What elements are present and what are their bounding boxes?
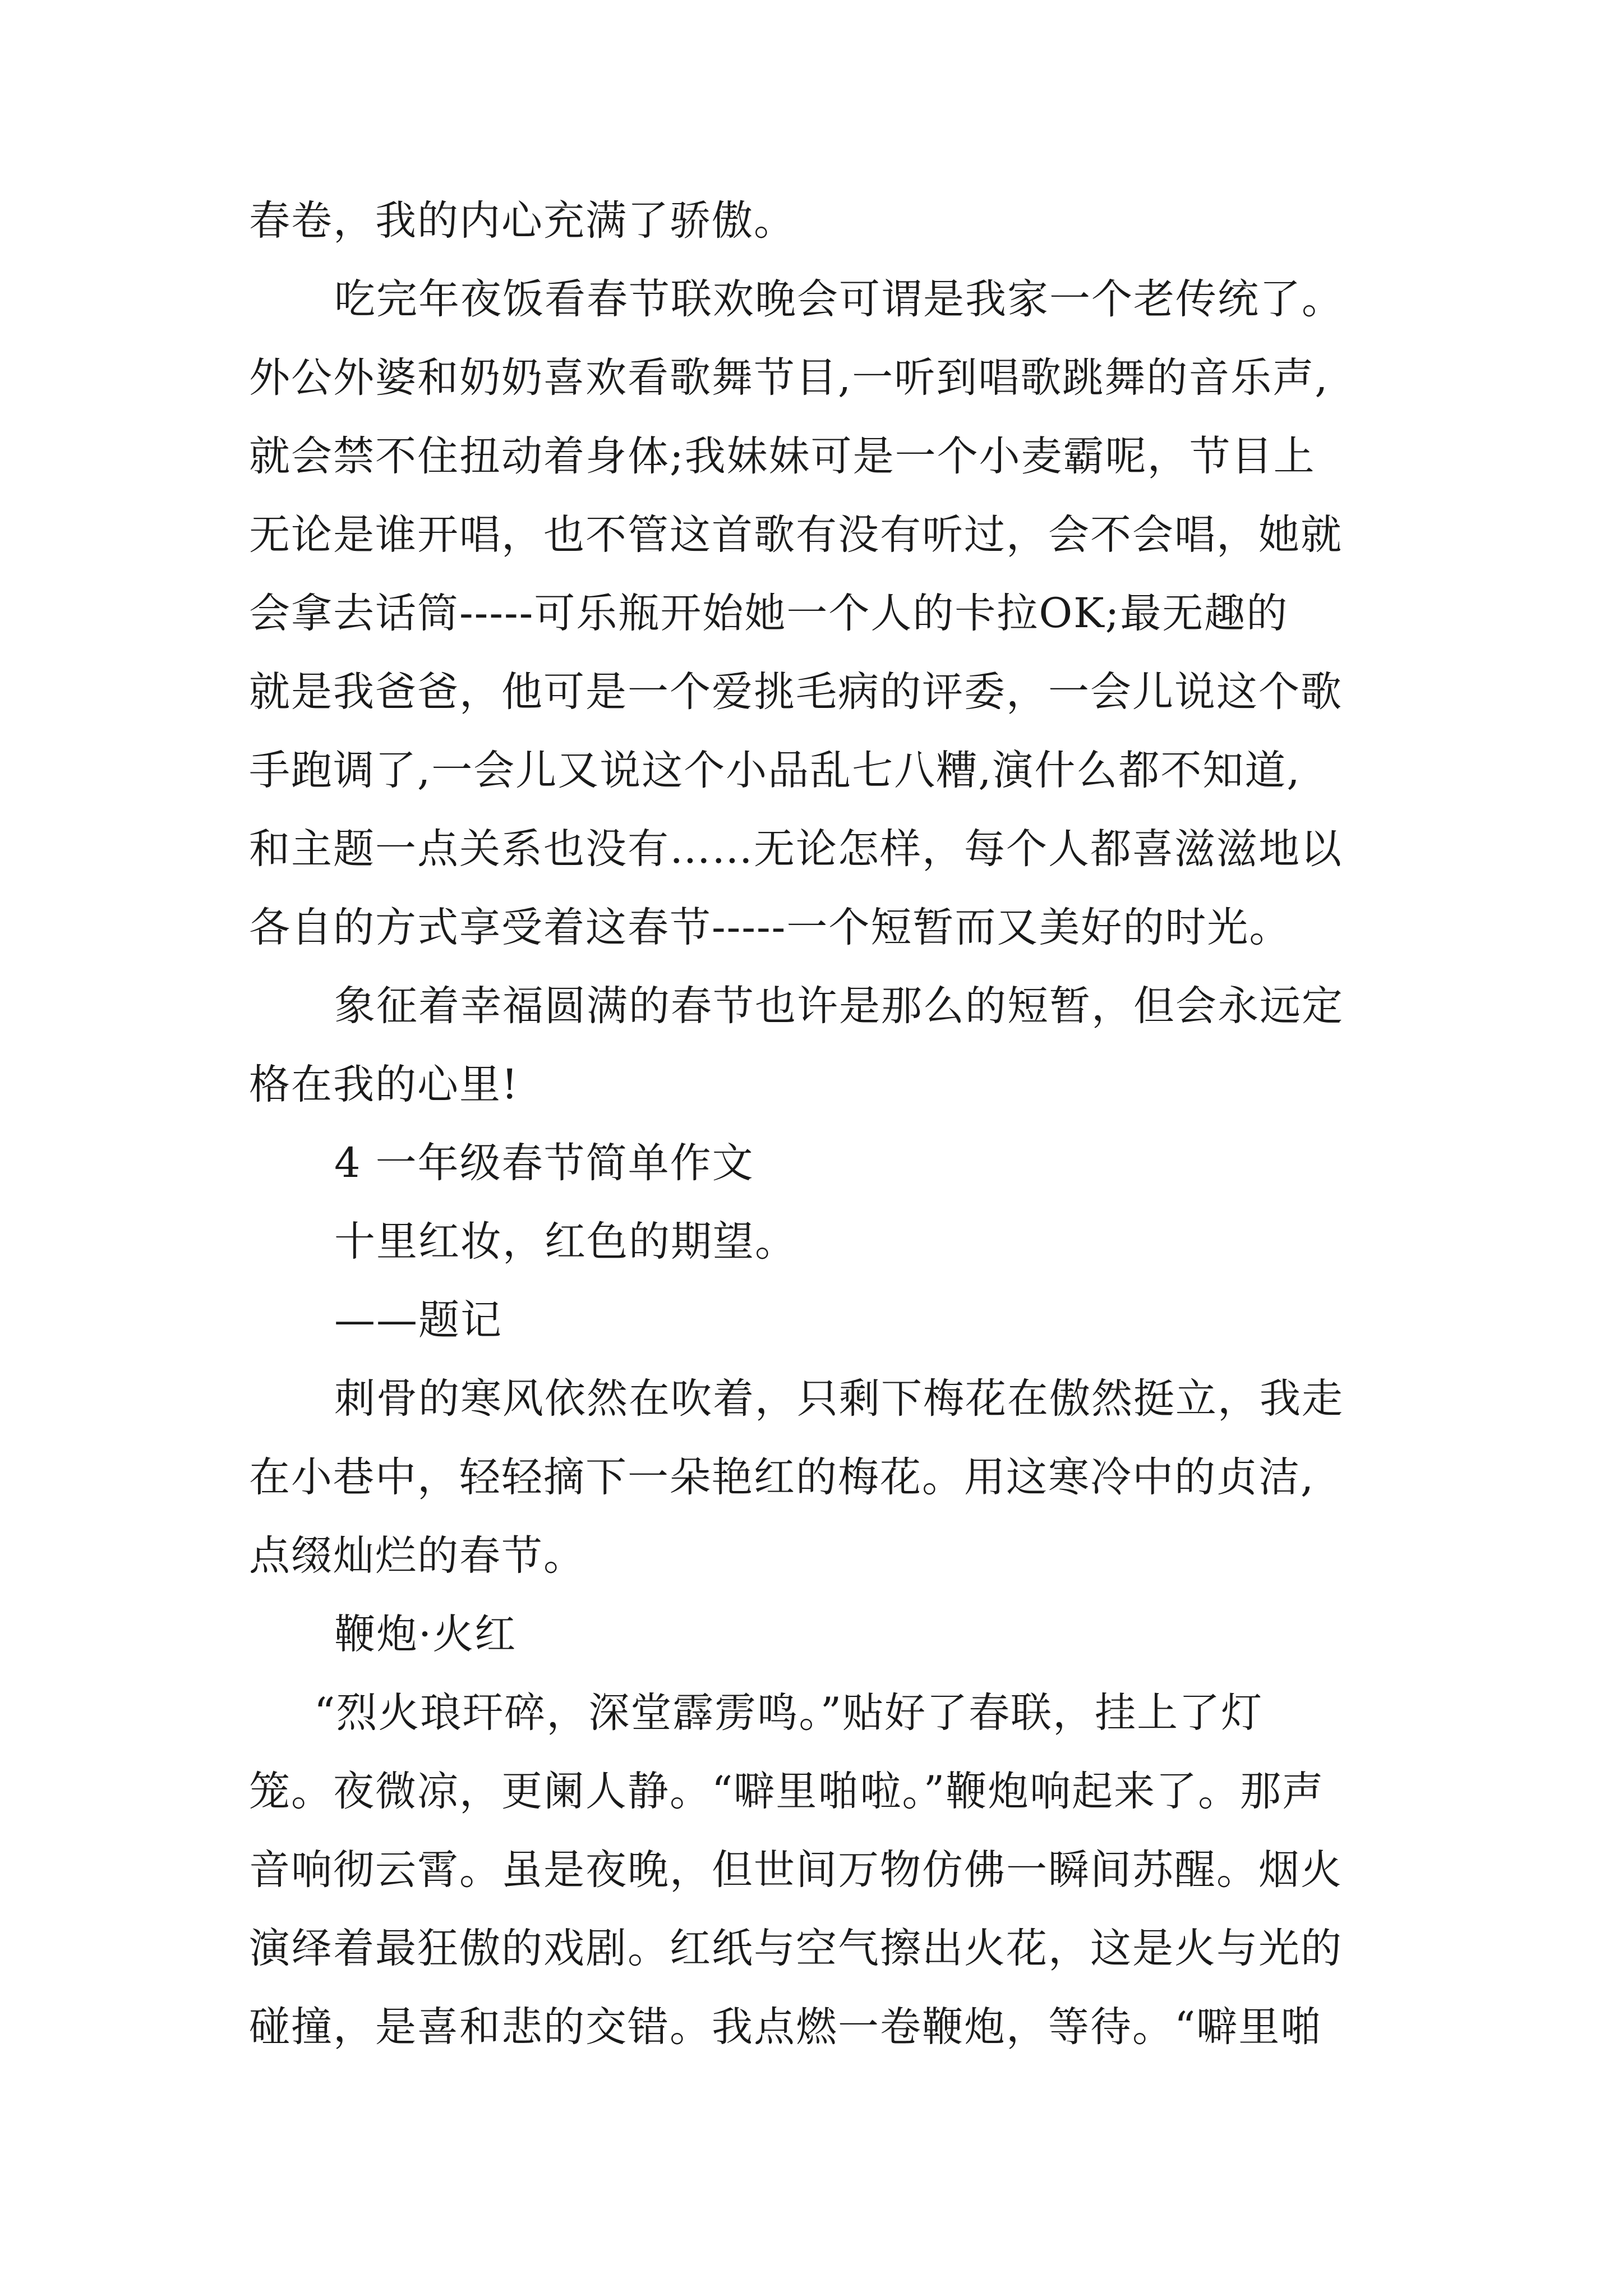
text-line: 春卷，我的内心充满了骄傲。 [249,197,796,245]
text-line: ——题记 [334,1296,502,1344]
text-line: 笼。夜微凉，更阑人静。“噼里啪啦。”鞭炮响起来了。那声 [249,1768,1325,1815]
text-line: 象征着幸福圆满的春节也许是那么的短暂，但会永远定 [334,982,1344,1030]
text-line: 刺骨的寒风依然在吹着，只剩下梅花在傲然挺立，我走 [334,1375,1344,1423]
text-line: 手跑调了,一会儿又说这个小品乱七八糟,演什么都不知道, [249,747,1301,794]
text-line: 和主题一点关系也没有……无论怎样，每个人都喜滋滋地以 [249,825,1343,873]
text-line: 十里红妆，红色的期望。 [334,1218,797,1266]
text-line: 点缀灿烂的春节。 [249,1532,585,1580]
text-line: 演绎着最狂傲的戏剧。红纸与空气擦出火花，这是火与光的 [249,1925,1343,1972]
text-line: 就会禁不住扭动着身体;我妹妹可是一个小麦霸呢，节目上 [249,432,1316,480]
text-line: 吃完年夜饭看春节联欢晚会可谓是我家一个老传统了。 [334,275,1344,323]
text-line: “烈火琅玕碎，深堂霹雳鸣。”贴好了春联，挂上了灯 [314,1689,1264,1737]
text-line: 外公外婆和奶奶喜欢看歌舞节目,一听到唱歌跳舞的音乐声, [249,354,1329,402]
section-heading: 4 一年级春节简单作文 [334,1139,754,1187]
text-line: 各自的方式享受着这春节-----一个短暂而又美好的时光。 [249,904,1292,951]
text-line: 音响彻云霄。虽是夜晚，但世间万物仿佛一瞬间苏醒。烟火 [249,1846,1343,1894]
text-line: 无论是谁开唱，也不管这首歌有没有听过，会不会唱，她就 [249,511,1343,559]
text-line: 会拿去话筒-----可乐瓶开始她一个人的卡拉OK;最无趣的 [249,590,1289,637]
subsection-heading: 鞭炮·火红 [334,1611,517,1658]
text-line: 就是我爸爸，他可是一个爱挑毛病的评委，一会儿说这个歌 [249,668,1343,716]
text-line: 格在我的心里! [249,1061,519,1108]
text-line: 碰撞，是喜和悲的交错。我点燃一卷鞭炮，等待。“噼里啪 [249,2003,1323,2051]
text-line: 在小巷中，轻轻摘下一朵艳红的梅花。用这寒冷中的贞洁, [249,1453,1315,1501]
